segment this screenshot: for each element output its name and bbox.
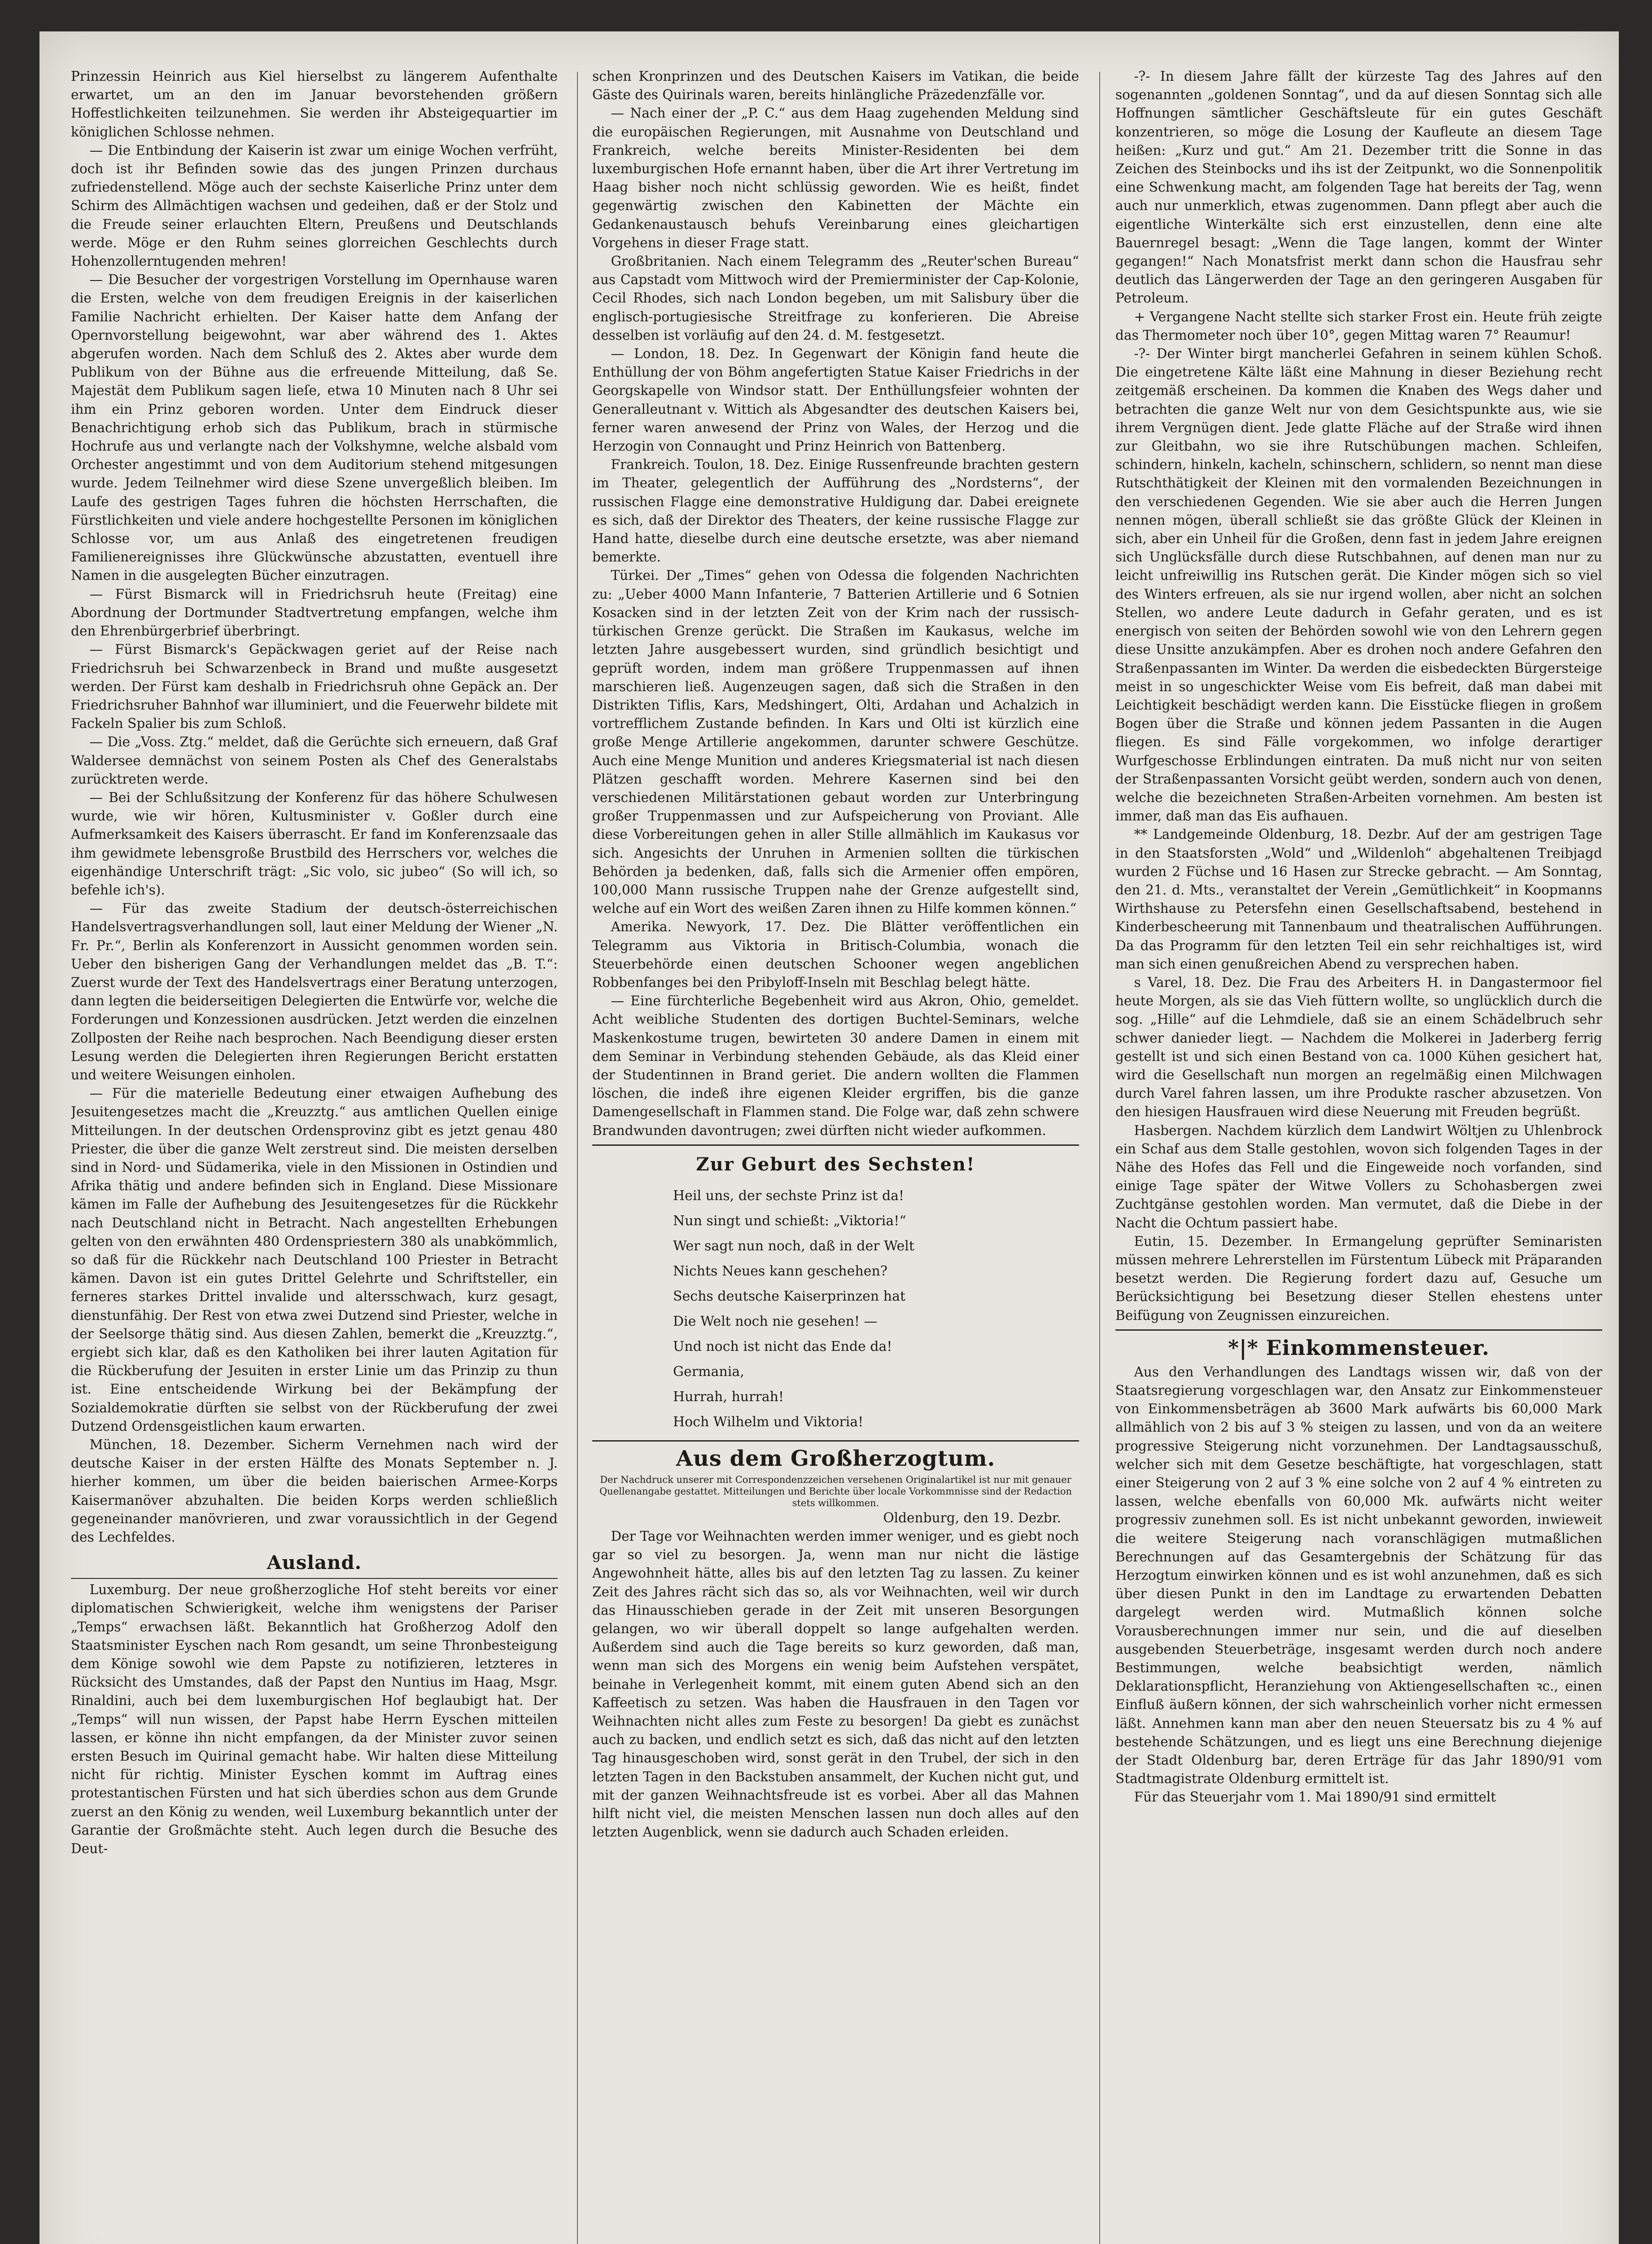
section-heading-grossherzogtum: Aus dem Großherzogtum. (676, 1446, 996, 1471)
article-paragraph: — Für die materielle Bedeutung einer etwaigen Aufhebung des Jesuitengesetzes macht die „Kreuzztg.“ aus amtlichen Quellen einige Mitteilungen. In der deutschen Ordensprovinz gibt es jetzt genau 480 Priester, die über die ganze Welt zerstreut sind. Die meisten derselben sind in Nord- und Südamerika, viele in den Missionen in Ostindien und Afrika thätig und andere befinden sich in England. Diese Missionare kämen im Falle der Aufhebung des Jesuitengesetzes für die Rückkehr nach Deutschland nicht in Betracht. Nach angestellten Erhebungen gelten von den erwähnten 480 Ordenspriestern 380 als unabkömmlich, so daß für die Rückkehr nach Deutschland 100 Priester in Betracht kämen. Davon ist ein gutes Drittel Gelehrte und Schriftsteller, ein ferneres starkes Drittel invalide und altersschwach, kurz gesagt, dienstunfähig. Der Rest von etwa zwei Dutzend sind Priester, welche in der Seelsorge thätig sind. Aus diesen Zahlen, bemerkt die „Kreuzztg.“, ergiebt sich klar, daß es den Katholiken bei ihrer lauten Agitation für die Rückberufung der Jesuiten in erster Linie um das Prinzip zu thun ist. Eine entscheidende Wirkung bei der Bekämpfung der Sozialdemokratie dürften sie selbst von der Rückberufung der zwei Dutzend Ordensgeistlichen kaum erwarten. (71, 1086, 558, 1434)
article-paragraph: — London, 18. Dez. In Gegenwart der Königin fand heute die Enthüllung der von Böhm angefertigten Statue Kaiser Friedrichs in der Georgskapelle von Windsor statt. Der Enthüllungsfeier wohnten der Generalleutnant v. Wittich als Abgesandter des deutschen Kaisers bei, ferner waren anwesend der Prinz von Wales, der Herzog und die Herzogin von Connaught und Prinz Heinrich von Battenberg. (592, 346, 1079, 454)
article-paragraph: -?- In diesem Jahre fällt der kürzeste Tag des Jahres auf den sogenannten „goldenen Sonntag“, und da auf diesen Sonntag sich alle Hoffnungen sämtlicher Geschäftsleute für ein gutes Geschäft konzentrieren, so möge die Losung der Kaufleute an diesem Tage heißen: „Kurz und gut.“ Am 21. Dezember tritt die Sonne in das Zeichen des Steinbocks und ihs ist der Zeitpunkt, wo die Sonnenpolitik eine Schwenkung macht, am folgenden Tage hat bereits der Tag, wenn auch nur unmerklich, etwas zugenommen. Dann pflegt aber auch die eigentliche Winterkälte sich erst einzustellen, denn eine alte Bauernregel besagt: „Wenn die Tage langen, kommt der Winter gegangen!“ Nach Monatsfrist merkt dann schon die Hausfrau sehr deutlich das Längerwerden der Tage an den geringeren Ausgaben für Petroleum. (1115, 69, 1602, 306)
article-paragraph: ** Landgemeinde Oldenburg, 18. Dezbr. Auf der am gestrigen Tage in den Staatsforsten „Wold“ und „Wildenloh“ abgehaltenen Treibjagd wurden 2 Füchse und 16 Hasen zur Strecke gebracht. — Am Sonntag, den 21. d. Mts., veranstaltet der Verein „Gemütlichkeit“ in Koopmanns Wirthshause zu Petersfehn einen Gesellschaftsabend, bestehend in Kinderbescheerung mit Tannenbaum und theatralischen Aufführungen. Da das Programm für den letzten Teil ein sehr reichhaltiges ist, wird man sich einen genußreichen Abend zu versprechen haben. (1115, 827, 1602, 972)
article-paragraph: Aus den Verhandlungen des Landtags wissen wir, daß von der Staatsregierung vorgeschlagen war, den Ansatz zur Einkommensteuer von Einkommensbeträgen ab 3600 Mark aufwärts bis 60,000 Mark allmählich von 2 bis auf 3 % steigen zu lassen, und von da an weitere progressive Steigerung nicht vorzunehmen. Der Landtagsausschuß, welcher sich mit dem Gesetze beschäftigte, hat vorgeschlagen, statt einer Steigerung von 2 auf 3 % eine solche von 2 auf 4 % eintreten zu lassen, welche ebenfalls von 60,000 Mk. aufwärts nicht weiter progressiv zunehmen soll. Es ist nicht unbekannt geworden, inwieweit die weitere Steigerung nach voranschlägigen mutmaßlichen Berechnungen auf das Gesamtergebnis der Schätzung für das Herzogtum einwirken können und es ist wohl anzunehmen, daß es sich über diesen Punkt in den im Landtage zu erwartenden Debatten dargelegt werden wird. Mutmaßlich können solche Vorausberechnungen immer nur sein, und die auf dieselben ausgebenden Steuerbeträge, insgesamt werden durch noch andere Bestimmungen, welche beabsichtigt werden, nämlich Deklarationspflicht, Heranziehung von Aktiengesellschaften ꝛc., einen Einfluß äußern können, der sich wahrscheinlich vorher nicht ermessen läßt. Annehmen kann man aber den neuen Steuersatz bis zu 4 % auf bestehende Schätzungen, und es liegt uns eine Berechnung diejenige der Stadt Oldenburg bar, deren Erträge für das Jahr 1890/91 vom Stadtmagistrate Oldenburg ermittelt ist. (1115, 1364, 1602, 1787)
poem-line: Wer sagt nun noch, daß in der Welt (673, 1238, 914, 1254)
article-paragraph: Amerika. Newyork, 17. Dez. Die Blätter veröffentlichen ein Telegramm aus Viktoria in Britisch-Columbia, wonach die Steuerbehörde einen deutschen Schooner wegen angeblichen Robbenfanges bei den Pribyloff-Inseln mit Beschlag belegt hätte. (592, 919, 1079, 990)
reprint-note: Der Nachdruck unserer mit Correspondenzzeichen versehenen Originalartikel ist nur mit genauer Quellenangabe gestattet. Mitteilungen und Berichte über locale Vorkommnisse sind der Redaction stets willkommen. (599, 1474, 1072, 1508)
column-3 (1115, 67, 1602, 2244)
poem-line: Die Welt noch nie gesehen! — (673, 1313, 878, 1329)
article-paragraph: — Die Besucher der vorgestrigen Vorstellung im Opernhause waren die Ersten, welche von dem freudigen Ereignis in der kaiserlichen Familie Nachricht erhielten. Der Kaiser hatte dem Anfang der Opernvorstellung beigewohnt, war aber während des 1. Aktes abgerufen worden. Nach dem Schluß des 2. Aktes aber wurde dem Publikum von der Bühne aus die erfreuende Mitteilung, daß Se. Majestät dem Publikum sagen lieſe, etwa 10 Minuten nach 8 Uhr sei ihm ein Prinz geboren worden. Unter dem Eindruck dieser Benachrichtigung erhob sich das Publikum, brach in stürmische Hochrufe aus und verlangte nach der Volkshymne, welche alsbald vom Orchester angestimmt und von dem Auditorium stehend mitgesungen wurde. Jedem Teilnehmer wird diese Szene unvergeßlich bleiben. Im Laufe des gestrigen Tages fuhren die höchsten Herrschaften, die Fürstlichkeiten und viele andere hochgestellte Personen im königlichen Schlosse vor, um aus Anlaß des eingetretenen freudigen Familienereignisses ihre Glückwünsche abzustatten, eventuell ihre Namen in die ausgelegten Bücher einzutragen. (71, 272, 558, 583)
article-paragraph: Der Tage vor Weihnachten werden immer weniger, und es giebt noch gar so viel zu besorgen. Ja, wenn man nur nicht die lästige Angewohnheit hätte, alles bis auf den letzten Tag zu lassen. Zu keiner Zeit des Jahres rächt sich das so, als vor Weihnachten, weil wir durch das Hinausschieben gerade in der Zeit mit unseren Besorgungen gelangen, wo wir überall doppelt so lange aufgehalten werden. Außerdem sind auch die Tage bereits so kurz geworden, daß man, wenn man sich des Morgens ein wenig beim Aufstehen verspätet, beinahe in Verlegenheit kommt, mit einem guten Abend sich an den Kaffeetisch zu setzen. Was haben die Hausfrauen in den Tagen vor Weihnachten nicht alles zum Feste zu besorgen! Da giebt es zunächst auch zu backen, und endlich setzt es sich, daß das nicht auf den letzten Tag hinausgeschoben wird, sonst gerät in den Trubel, der sich in den letzten Tagen in den Backstuben ansammelt, der Kuchen nicht gut, und mit der ganzen Weihnachtsfreude ist es vorbei. Aber all das Mahnen hilft nicht viel, die meisten Menschen lassen nun doch alles auf den letzten Augenblick, wenn sie dadurch auch Schaden erleiden. (592, 1528, 1079, 1840)
article-paragraph: Prinzessin Heinrich aus Kiel hierselbst zu längerem Aufenthalte erwartet, um an den im Januar bevorstehenden größern Hoffestlichkeiten teilzunehmen. Sie werden ihr Absteigequartier im königlichen Schlosse nehmen. (71, 69, 558, 140)
column-2 (592, 67, 1079, 2244)
poem-line: Germania, (673, 1363, 744, 1380)
poem-line: Nichts Neues kann geschehen? (673, 1263, 887, 1279)
column-1 (71, 67, 558, 2244)
poem-line: Und noch ist nicht das Ende da! (673, 1338, 892, 1354)
divider (71, 1578, 558, 1579)
article-paragraph: — Für das zweite Stadium der deutsch-österreichischen Handelsvertragsverhandlungen soll, laut einer Meldung der Wiener „N. Fr. Pr.“, Berlin als Konferenzort in Aussicht genommen worden sein. Ueber den bisherigen Gang der Verhandlungen meldet das „B. T.“: Zuerst wurde der Text des Handelsvertrags einer Beratung unterzogen, dann legten die beiderseitigen Delegierten die Entwürfe vor, welche die Forderungen und Konzessionen ausdrücken. Jetzt werden die einzelnen Zollposten der Reihe nach besprochen. Nach Beendigung dieser ersten Lesung werden die Delegierten ihren Regierungen Bericht erstatten und weitere Weisungen einholen. (71, 901, 558, 1083)
column-rule (1099, 72, 1100, 2244)
article-paragraph: — Fürst Bismarck's Gepäckwagen geriet auf der Reise nach Friedrichsruh bei Schwarzenbeck in Brand und mußte ausgesetzt werden. Der Fürst kam deshalb in Friedrichsruh ohne Gepäck an. Der Friedrichsruher Bahnhof war illuminiert, und die Feuerwehr bildete mit Fackeln Spalier bis zum Schloß. (71, 642, 558, 732)
article-paragraph: Hasbergen. Nachdem kürzlich dem Landwirt Wöltjen zu Uhlenbrock ein Schaf aus dem Stalle gestohlen, wovon sich folgenden Tages in der Nähe des Hofes das Fell und die Eingeweide noch vorfanden, sind einige Tage später der Witwe Vollers zu Schohasbergen zwei Zuchtgänse gestohlen worden. Man vermutet, daß die Diebe in der Nacht die Ochtum passiert habe. (1115, 1122, 1602, 1231)
article-paragraph: — Nach einer der „P. C.“ aus dem Haag zugehenden Meldung sind die europäischen Regierungen, mit Ausnahme von Deutschland und Frankreich, welche bereits Minister-Residenten bei dem luxemburgischen Hofe ernannt haben, über die Art ihrer Vertretung im Haag bisher noch nicht schlüssig geworden. Wie es heißt, findet gegenwärtig zwischen den Kabinetten der Mächte ein Gedankenaustausch behufs Vereinbarung eines gleichartigen Vorgehens in dieser Frage statt. (592, 105, 1079, 250)
article-paragraph: Großbritanien. Nach einem Telegramm des „Reuter'schen Bureau“ aus Capstadt vom Mittwoch wird der Premierminister der Cap-Kolonie, Cecil Rhodes, sich nach London begeben, um mit Salisbury über die englisch-portugiesische Streitfrage zu konferieren. Die Abreise desselben ist vorläufig auf den 24. d. M. festgesetzt. (592, 254, 1079, 343)
article-paragraph: — Eine fürchterliche Begebenheit wird aus Akron, Ohio, gemeldet. Acht weibliche Studenten des dortigen Buchtel-Seminars, welche Maskenkostume trugen, bewirteten 30 andere Damen in einem mit dem Seminar in Verbindung stehenden Gebäude, als das Kleid einer der Studentinnen in Brand geriet. Die andern wollten die Flammen löschen, die indeß ihre eigenen Kleider ergriffen, bis die ganze Damengesellschaft in Flammen stand. Die Folge war, daß zehn schwere Brandwunden davontrugen; zwei dürften nicht wieder aufkommen. (592, 993, 1079, 1138)
article-paragraph: schen Kronprinzen und des Deutschen Kaisers im Vatikan, die beide Gäste des Quirinals waren, bereits hinlängliche Präzedenzfälle vor. (592, 69, 1079, 103)
section-heading-ausland: Ausland. (267, 1552, 362, 1574)
poem-line: Sechs deutsche Kaiserprinzen hat (673, 1288, 906, 1304)
newspaper-page (39, 31, 1619, 2244)
article-paragraph: -?- Der Winter birgt mancherlei Gefahren in seinem kühlen Schoß. Die eingetretene Kälte läßt eine Mahnung in dieser Beziehung recht zeitgemäß erscheinen. Da kommen die Knaben des Wegs daher und betrachten die ganze Welt nur von dem Gesichtspunkte aus, wie sie ihrem Vergnügen dient. Jede glatte Fläche auf der Straße wird ihnen zur Gleitbahn, wo sie ihre Rutschübungen machen. Schleifen, schindern, hinkeln, kacheln, schinschern, schlidern, so nennt man diese Rutschthätigkeit der Kleinen mit den vormalenden Bezeichnungen in den verschiedenen Gegenden. Wie sie aber auch die Herren Jungen nennen mögen, überall schließt sie das größte Glück der Kleinen in sich, aber ein Unheil für die Großen, denn fast in jedem Jahre ereignen sich Unglücksfälle durch diese Rutschbahnen, auf denen man nur zu leicht unfreiwillig ins Rutschen gerät. Die Kinder mögen sich so viel des Winters erfreuen, als sie nur irgend wollen, aber nicht an solchen Stellen, wo andere Leute dadurch in Gefahr geraten, und es ist energisch von seiten der Behörden sowohl wie von den Lehrern gegen diese Unsitte anzukämpfen. Aber es drohen noch andere Gefahren den Straßenpassanten im Winter. Da werden die eisbedeckten Bürgersteige meist in so ungeschickter Weise vom Eis befreit, daß man dabei mit Leichtigkeit beschädigt werden kann. Die Eisstücke fliegen in großem Bogen über die Straße und können jedem Passanten in die Augen fliegen. Es sind Fälle vorgekommen, wo infolge derartiger Wurfgeschosse Erblindungen eintraten. Da muß nicht nur von seiten der Straßenpassanten Vorsicht geübt werden, sondern auch von denen, welche die bezeichneten Straßen-Arbeiten vornehmen. Am besten ist immer, daß man das Eis aufhauen. (1115, 346, 1602, 824)
article-paragraph: — Die „Voss. Ztg.“ meldet, daß die Gerüchte sich erneuern, daß Graf Waldersee demnächst von seinem Posten als Chef des Generalstabs zurücktreten werde. (71, 734, 558, 787)
divider (592, 1144, 1079, 1146)
article-paragraph: — Bei der Schlußsitzung der Konferenz für das höhere Schulwesen wurde, wie wir hören, Kultusminister v. Goßler durch eine Aufmerksamkeit des Kaisers überrascht. Er fand im Konferenzsaale das ihm gewidmete lebensgroße Brustbild des Herrschers vor, welches die eigenhändige Unterschrift trägt: „Sic volo, sic jubeo“ (So will ich, so befehle ich's). (71, 789, 558, 898)
poem-title: Zur Geburt des Sechsten! (696, 1153, 975, 1175)
article-paragraph: München, 18. Dezember. Sicherm Vernehmen nach wird der deutsche Kaiser in der ersten Hälfte des Monats September n. J. hierher kommen, um über die beiden baierischen Armee-Korps Kaisermanöver abzuhalten. Die beiden Korps werden schließlich gegeneinander manövrieren, und zwar voraussichtlich in der Gegend des Lechfeldes. (71, 1437, 558, 1545)
poem-line: Hoch Wilhelm und Viktoria! (673, 1414, 864, 1430)
column-rule (577, 72, 578, 2244)
article-paragraph: + Vergangene Nacht stellte sich starker Frost ein. Heute früh zeigte das Thermometer noch über 10°, gegen Mittag waren 7° Reaumur! (1115, 309, 1602, 343)
article-paragraph: Eutin, 15. Dezember. In Ermangelung geprüfter Seminaristen müssen mehrere Lehrerstellen im Fürstentum Lübeck mit Präparanden besetzt werden. Die Regierung fordert dazu auf, Gesuche um Berücksichtigung bei Besetzung dieser Stellen ehestens unter Beifügung von Zeugnissen einzureichen. (1115, 1233, 1602, 1323)
article-paragraph: Luxemburg. Der neue großherzogliche Hof steht bereits vor einer diplomatischen Schwierigkeit, welche ihm wenigstens der Pariser „Temps“ erwachsen läßt. Bekanntlich hat Großherzog Adolf den Staatsminister Eyschen nach Rom gesandt, um seine Thronbesteigung dem Könige sowohl wie dem Papste zu notifizieren, letzteres in Rücksicht des Umstandes, daß der Papst den Nuntius im Haag, Msgr. Rinaldini, auch bei dem luxemburgischen Hof beglaubigt hat. Der „Temps“ will nun wissen, der Papst habe Herrn Eyschen mitteilen lassen, er könne ihn nicht empfangen, da der Minister zuvor seinen ersten Besuch im Quirinal gemacht habe. Wir halten diese Mitteilung nicht für richtig. Minister Eyschen kommt im Auftrag eines protestantischen Fürsten und hat sich überdies schon aus dem Grunde zuerst an den König zu wenden, weil Luxemburg bekanntlich unter der Garantie der Großmächte steht. Auch legen durch die Besuche des Deut- (71, 1582, 558, 1857)
divider (592, 1440, 1079, 1442)
article-paragraph: — Fürst Bismarck will in Friedrichsruh heute (Freitag) eine Abordnung der Dortmunder Stadtvertretung empfangen, welche ihm den Ehrenbürgerbrief überbringt. (71, 586, 558, 639)
poem-line: Hurrah, hurrah! (673, 1389, 784, 1405)
article-paragraph: Frankreich. Toulon, 18. Dez. Einige Russenfreunde brachten gestern im Theater, gelegentlich der Aufführung des „Nordsterns“, der russischen Flagge eine demonstrative Huldigung dar. Dabei ereignete es sich, daß der Direktor des Theaters, der keine russische Flagge zur Hand hatte, dieselbe durch eine deutsche ersetzte, was aber niemand bemerkte. (592, 457, 1079, 565)
poem (673, 1183, 1079, 1435)
divider (1115, 1329, 1602, 1331)
poem-line: Nun singt und schießt: „Viktoria!“ (673, 1213, 906, 1229)
article-paragraph: s Varel, 18. Dez. Die Frau des Arbeiters H. in Dangastermoor fiel heute Morgen, als sie das Vieh füttern wollte, so unglücklich durch die sog. „Hille“ auf die Lehmdiele, daß sie an einem Schädelbruch sehr schwer danieder liegt. — Nachdem die Molkerei in Jaderberg ferrig gestellt ist und sich einen Bestand von ca. 1000 Kühen gesichert hat, wird die Gesellschaft nun morgen an regelmäßig einen Milchwagen durch Varel fahren lassen, um ihre Produkte rascher abzusetzen. Von den hiesigen Hausfrauen wird diese Neuerung mit Freuden begrüßt. (1115, 974, 1602, 1120)
section-heading-einkommensteuer: *|* Einkommensteuer. (1228, 1335, 1490, 1360)
article-paragraph: Für das Steuerjahr vom 1. Mai 1890/91 sind ermittelt (1134, 1789, 1496, 1805)
article-paragraph: Türkei. Der „Times“ gehen von Odessa die folgenden Nachrichten zu: „Ueber 4000 Mann Infanterie, 7 Batterien Artillerie und 6 Sotnien Kosacken sind in der letzten Zeit von der Krim nach der russisch-türkischen Grenze gerückt. Die Straßen im Kaukasus, welche im letzten Jahre ausgebessert wurden, sind gründlich besichtigt und geprüft worden, indem man größere Truppenmassen auf ihnen marschieren ließ. Augenzeugen sagen, daß sich die Straßen in den Distrikten Tiflis, Kars, Medshingert, Olti, Ardahan und Achalzich in vortrefflichem Zustande befinden. In Kars und Olti ist kürzlich eine große Menge Artillerie angekommen, darunter schwere Geschütze. Auch eine Menge Munition und anderes Kriegsmaterial ist nach diesen Plätzen geschafft worden. Mehrere Kasernen sind bei den verschiedenen Militärstationen gebaut worden zur Unterbringung großer Truppenmassen und zur Aufspeicherung von Proviant. Alle diese Vorbereitungen gehen in aller Stille allmählich im Kaukasus vor sich. Angesichts der Unruhen in Armenien sollten die türkischen Behörden ja bedenken, daß, falls sich die Armenier offen empören, 100,000 Mann russische Truppen nahe der Grenze aufgestellt sind, welche auf ein Wort des weißen Zaren ihnen zu Hilfe kommen können.“ (592, 568, 1079, 916)
article-paragraph: — Die Entbindung der Kaiserin ist zwar um einige Wochen verfrüht, doch ist ihr Befinden sowie das des jungen Prinzen durchaus zufriedenstellend. Möge auch der sechste Kaiserliche Prinz unter dem Schirm des Allmächtigen wachsen und gedeihen, daß er der Stolz und die Freude seiner erlauchten Eltern, Preußens und Deutschlands werde. Möge er den Ruhm seines glorreichen Geschlechts durch Hohenzollerntugenden mehren! (71, 142, 558, 269)
poem-line: Heil uns, der sechste Prinz ist da! (673, 1188, 905, 1204)
dateline: Oldenburg, den 19. Dezbr. (883, 1510, 1061, 1525)
